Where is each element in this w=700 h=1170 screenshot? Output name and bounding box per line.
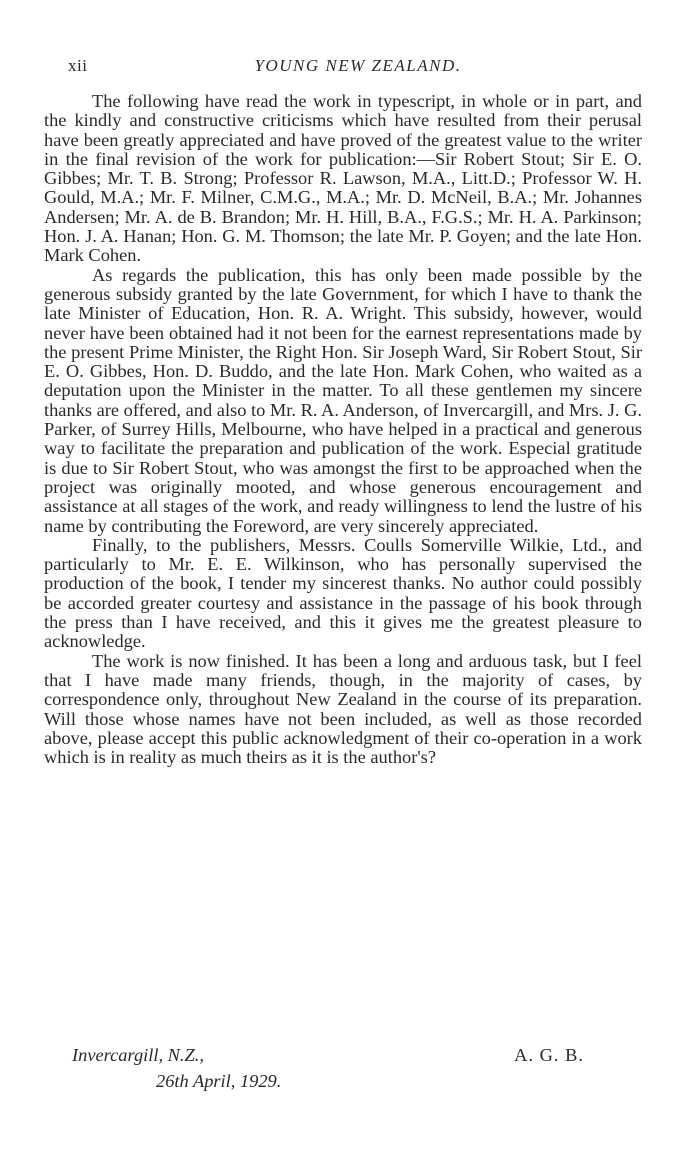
paragraph-publishers: Finally, to the publishers, Messrs. Coulls Somerville Wilkie, Ltd., and particularly to Mr. E. E. Wilkinson, who has personally supervised the production of the book, I tender my sincerest thanks. No author could possibly be accorded greater courtesy and assistance in the passage of his book through the press than I have received, and this it gives me the greatest pleasure to acknowledge. (44, 534, 642, 652)
book-page (44, 0, 642, 1170)
paragraph-publication: As regards the publication, this has only been made possible by the generous subsidy granted by the late Government, for which I have to thank the late Minister of Education, Hon. R. A. Wright. This subsidy, however, would never have been obtained had it not been for the earnest representations made by the present Prime Minister, the Right Hon. Sir Joseph Ward, Sir Robert Stout, Sir E. O. Gibbes, Hon. D. Buddo, and the late Hon. Mark Cohen, who waited as a deputation upon the Minister in the matter. To all these gentlemen my sincere thanks are offered, and also to Mr. R. A. Anderson, of Invercargill, and Mrs. J. G. Parker, of Surrey Hills, Melbourne, who have helped in a practical and generous way to facilitate the preparation and publication of the work. Especial gratitude is due to Sir Robert Stout, who was amongst the first to be approached when the project was originally mooted, and whose generous encouragement and assistance at all stages of the work, and ready willingness to lend the lustre of his name by contributing the Foreword, are very sincerely appreciated. (44, 264, 642, 536)
paragraph-reviewers: The following have read the work in typescript, in whole or in part, and the kindly and constructive criticisms which have resulted from their perusal have been greatly appreciated and have proved of the greatest value to the writer in the final revision of the work for publication:—Sir Robert Stout; Sir E. O. Gibbes; Mr. T. B. Strong; Professor R. Lawson, M.A., Litt.D.; Professor W. H. Gould, M.A.; Mr. F. Milner, C.M.G., M.A.; Mr. D. McNeil, B.A.; Mr. Johannes Andersen; Mr. A. de B. Brandon; Mr. H. Hill, B.A., F.G.S.; Mr. H. A. Parkinson; Hon. J. A. Hanan; Hon. G. M. Thomson; the late Mr. P. Goyen; and the late Hon. Mark Cohen. (44, 91, 642, 266)
signoff-place: Invercargill, N.Z., (72, 1045, 204, 1065)
running-title: YOUNG NEW ZEALAND. (254, 56, 462, 75)
signoff-initials: A. G. B. (514, 1045, 584, 1065)
running-head (44, 56, 642, 82)
paragraph-closing: The work is now finished. It has been a long and arduous task, but I feel that I have made many friends, though, in the majority of cases, by correspondence only, throughout New Zealand in the course of its preparation. Will those whose names have not been included, as well as those recorded above, please accept this public acknowledgment of their co-operation in a work which is in reality as much theirs as it is the author's? (44, 650, 642, 768)
page-number: xii (68, 56, 88, 75)
signoff-date: 26th April, 1929. (156, 1071, 282, 1091)
body-text (44, 92, 642, 767)
signoff (44, 1045, 642, 1105)
